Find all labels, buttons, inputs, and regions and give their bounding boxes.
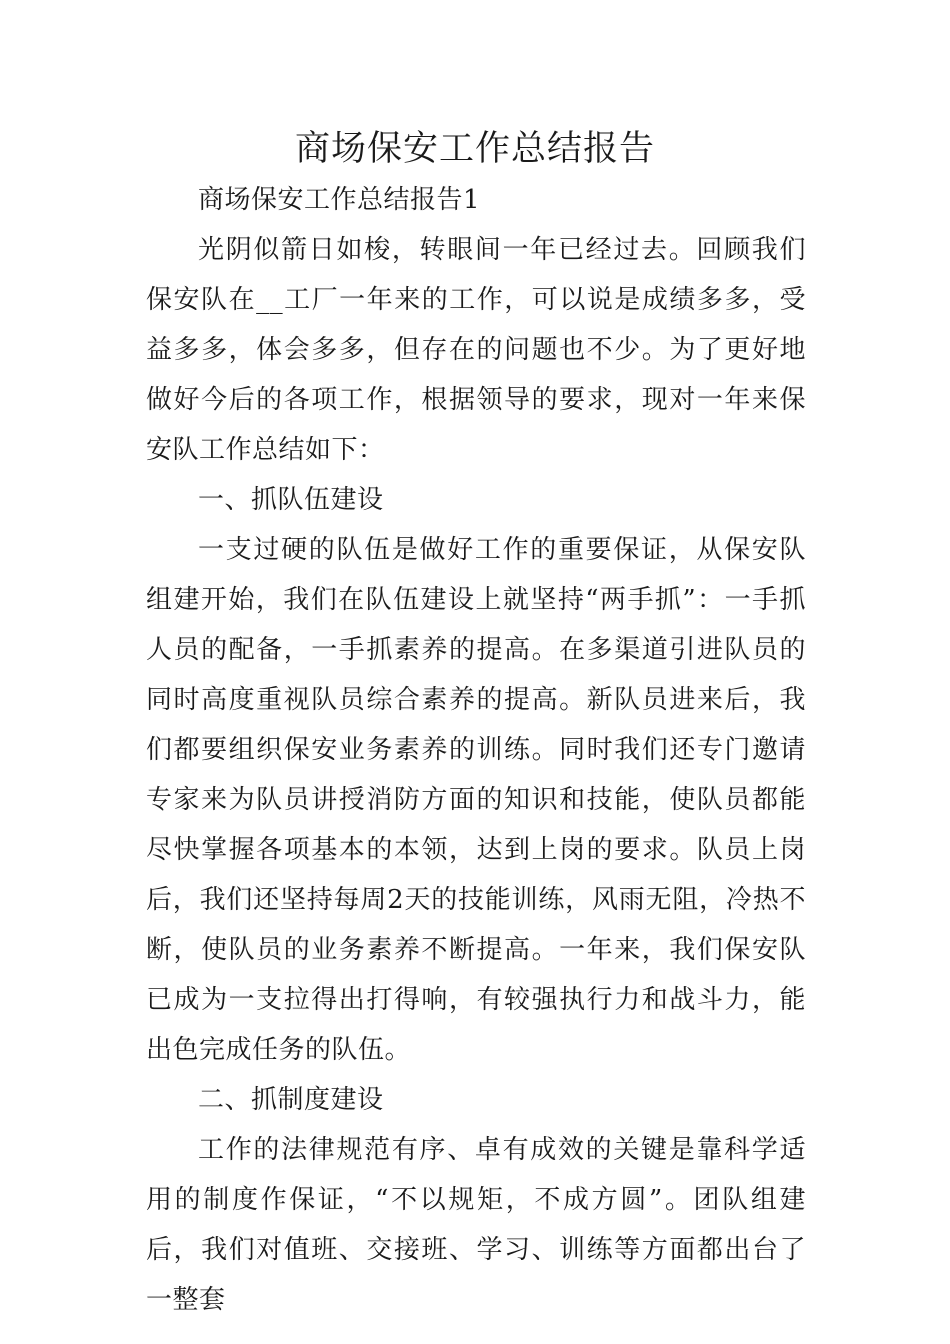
section-heading-1: 一、抓队伍建设 <box>198 485 384 515</box>
section-heading-2: 二、抓制度建设 <box>198 1085 384 1115</box>
intro-paragraph: 光阴似箭日如梭，转眼间一年已经过去。回顾我们保安队在__工厂一年来的工作，可以说是成绩多多，受益多多，体会多多，但存在的问题也不少。为了更好地做好今后的各项工作，根据领导的要求，现对一年来保安队工作总结如下： <box>146 235 806 465</box>
subtitle-paragraph: 商场保安工作总结报告1 <box>198 185 481 215</box>
section-2-paragraph: 工作的法律规范有序、卓有成效的关键是靠科学适用的制度作保证，“不以规矩，不成方圆”。团队组建后，我们对值班、交接班、学习、训练等方面都出台了一整套 <box>146 1135 806 1315</box>
document-title: 商场保安工作总结报告 <box>294 129 655 169</box>
section-1-paragraph: 一支过硬的队伍是做好工作的重要保证，从保安队组建开始，我们在队伍建设上就坚持“两手抓”：一手抓人员的配备，一手抓素养的提高。在多渠道引进队员的同时高度重视队员综合素养的提高。新队员进来后，我们都要组织保安业务素养的训练。同时我们还专门邀请专家来为队员讲授消防方面的知识和技能，使队员都能尽快掌握各项基本的本领，达到上岗的要求。队员上岗后，我们还坚持每周2天的技能训练，风雨无阻，冷热不断，使队员的业务素养不断提高。一年来，我们保安队已成为一支拉得出打得响，有较强执行力和战斗力，能出色完成任务的队伍。 <box>146 535 806 1065</box>
document-body <box>146 175 806 1325</box>
